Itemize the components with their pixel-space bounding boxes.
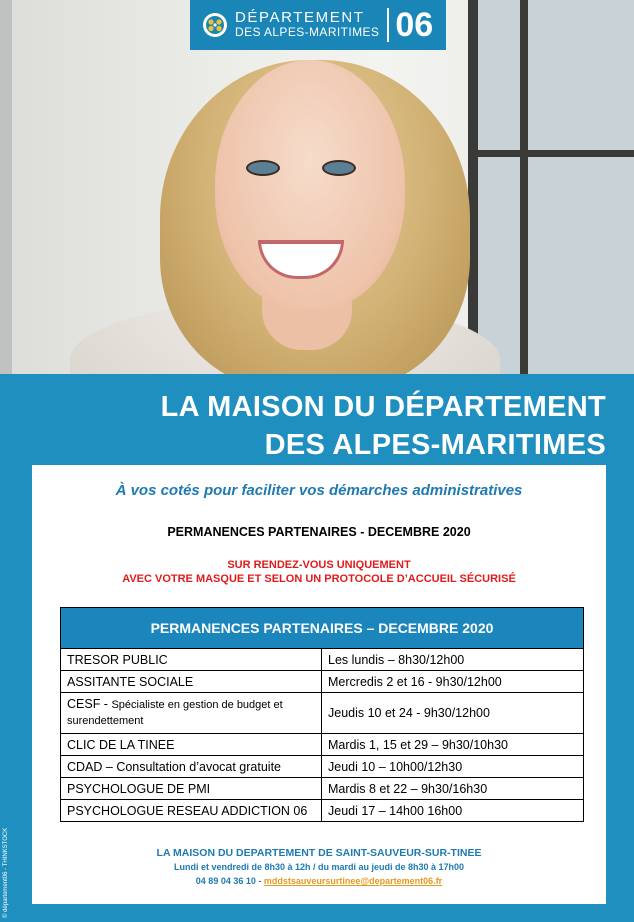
schedule-cell: Jeudi 10 – 10h00/12h30 <box>322 756 584 778</box>
table-row <box>61 778 584 800</box>
page-title <box>0 388 606 464</box>
schedule-cell: Mardis 1, 15 et 29 – 9h30/10h30 <box>322 734 584 756</box>
service-label: CESF - <box>67 697 112 711</box>
schedule-cell: Jeudi 17 – 14h00 16h00 <box>322 800 584 822</box>
table-header-row <box>61 608 584 649</box>
title-line2: DES ALPES-MARITIMES <box>264 429 606 461</box>
photo-credit: © département06 - THINKSTOCK <box>3 827 9 918</box>
schedule-cell: Mercredis 2 et 16 - 9h30/12h00 <box>322 671 584 693</box>
contact-footer <box>32 846 606 888</box>
table-row <box>61 671 584 693</box>
tagline: À vos cotés pour faciliter vos démarches administratives <box>115 482 523 499</box>
schedule-cell: Jeudis 10 et 24 - 9h30/12h00 <box>322 693 584 734</box>
window-frame <box>520 0 528 374</box>
service-cell: ASSITANTE SOCIALE <box>61 671 322 693</box>
table-row <box>61 800 584 822</box>
schedule-cell: Les lundis – 8h30/12h00 <box>322 649 584 671</box>
permanences-table <box>60 607 584 822</box>
service-cell: TRESOR PUBLIC <box>61 649 322 671</box>
notice-line2: AVEC VOTRE MASQUE ET SELON UN PROTOCOLE D’ACCUEIL SÉCURISÉ <box>122 573 516 585</box>
person-eye <box>246 160 280 176</box>
subheading: PERMANENCES PARTENAIRES - DECEMBRE 2020 <box>167 525 471 539</box>
title-line1: LA MAISON DU DÉPARTEMENT <box>160 391 606 423</box>
service-cell: CDAD – Consultation d’avocat gratuite <box>61 756 322 778</box>
service-cell: PSYCHOLOGUE RESEAU ADDICTION 06 <box>61 800 322 822</box>
department-logo[interactable] <box>190 0 446 50</box>
window-frame <box>468 0 478 374</box>
table-row <box>61 649 584 671</box>
footer-email-link[interactable]: mddstsauveursurtinee@departement06.fr <box>263 876 443 886</box>
logo-text <box>235 10 379 40</box>
logo-number: 06 <box>395 5 434 44</box>
service-cell: CLIC DE LA TINEE <box>61 734 322 756</box>
window-frame <box>470 150 634 157</box>
logo-line2: DES ALPES-MARITIMES <box>235 25 380 39</box>
table-row <box>61 693 584 734</box>
logo-line1: DÉPARTEMENT <box>235 9 365 26</box>
footer-name: LA MAISON DU DEPARTEMENT DE SAINT-SAUVEUR-SUR-TINEE <box>156 847 482 859</box>
table-row <box>61 734 584 756</box>
notice-line1: SUR RENDEZ-VOUS UNIQUEMENT <box>227 559 411 571</box>
window-frame <box>0 0 12 374</box>
table-header: PERMANENCES PARTENAIRES – DECEMBRE 2020 <box>61 608 584 649</box>
info-panel <box>32 465 606 904</box>
hero-photo <box>0 0 634 374</box>
service-cell: PSYCHOLOGUE DE PMI <box>61 778 322 800</box>
footer-contact <box>32 874 606 888</box>
schedule-cell: Mardis 8 et 22 – 9h30/16h30 <box>322 778 584 800</box>
footer-phone: 04 89 04 36 10 - <box>195 876 264 886</box>
window-glass <box>470 0 634 374</box>
footer-hours: Lundi et vendredi de 8h30 à 12h / du mardi au jeudi de 8h30 à 17h00 <box>173 862 465 872</box>
table-row <box>61 756 584 778</box>
service-cell <box>61 693 322 734</box>
logo-divider <box>387 8 389 42</box>
notice <box>32 558 606 586</box>
department-emblem-icon <box>202 12 228 38</box>
person-eye <box>322 160 356 176</box>
service-detail: Spécialiste en gestion de budget et surendettement <box>67 699 283 727</box>
